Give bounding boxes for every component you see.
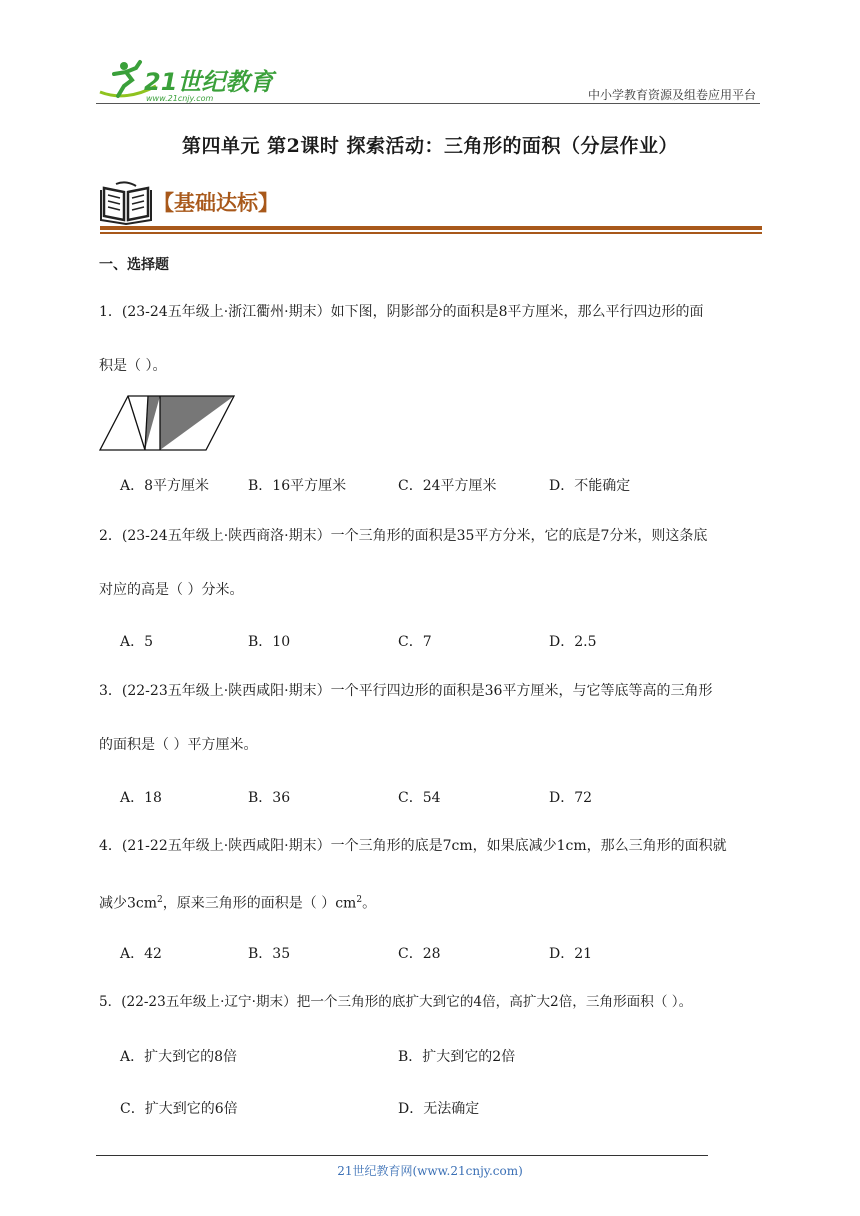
q4-text-c: 。 xyxy=(362,895,377,912)
q4-text-b: ，原来三角形的面积是（ ）cm xyxy=(162,895,357,912)
q4-option-a[interactable]: A．42 xyxy=(120,946,162,962)
q1-option-d[interactable]: D．不能确定 xyxy=(549,478,631,494)
q4-option-c[interactable]: C．28 xyxy=(398,946,441,962)
q4-option-b[interactable]: B．35 xyxy=(248,946,291,962)
question-3-line2: 的面积是（ ）平方厘米。 xyxy=(99,737,258,753)
q5-option-a[interactable]: A．扩大到它的8倍 xyxy=(120,1049,238,1065)
parallelogram-figure xyxy=(98,394,238,454)
question-5 xyxy=(99,975,779,1029)
question-1 xyxy=(99,285,767,393)
footer-divider xyxy=(96,1155,708,1156)
q4-sup-2: 2 xyxy=(356,895,363,905)
q4-sup-1: 2 xyxy=(157,895,163,905)
question-1-line1: 1．(23-24五年级上·浙江衢州·期末）如下图，阴影部分的面积是8平方厘米，那么平行四边形的面 xyxy=(99,304,704,320)
q5-option-c[interactable]: C．扩大到它的6倍 xyxy=(120,1101,238,1117)
page-title: 第四单元 第2课时 探索活动：三角形的面积（分层作业） xyxy=(182,135,678,157)
question-5-line1: 5．(22-23五年级上·辽宁·期末）把一个三角形的底扩大到它的4倍，高扩大2倍，三角形面积（ ）。 xyxy=(99,994,693,1010)
logo-graphic xyxy=(96,56,274,106)
q3-option-d[interactable]: D．72 xyxy=(549,790,593,806)
q3-option-a[interactable]: A．18 xyxy=(120,790,162,806)
q1-option-c[interactable]: C．24平方厘米 xyxy=(398,478,497,494)
question-4 xyxy=(99,819,767,931)
question-3-line1: 3．(22-23五年级上·陕西咸阳·期末）一个平行四边形的面积是36平方厘米，与它等底等高的三角形 xyxy=(99,683,713,699)
header-divider xyxy=(96,103,760,104)
q1-option-a[interactable]: A．8平方厘米 xyxy=(120,478,210,494)
question-3 xyxy=(99,664,767,772)
section-divider-thick xyxy=(100,226,762,230)
question-4-line1: 4．(21-22五年级上·陕西咸阳·期末）一个三角形的底是7cm，如果底减少1cm，那么三角形的面积就 xyxy=(99,838,727,854)
logo xyxy=(96,56,274,106)
q2-option-c[interactable]: C．7 xyxy=(398,634,432,650)
question-4-line2 xyxy=(99,873,767,931)
q3-option-c[interactable]: C．54 xyxy=(398,790,441,806)
question-2-line1: 2．(23-24五年级上·陕西商洛·期末）一个三角形的面积是35平方分米，它的底是7分米，则这条底 xyxy=(99,528,708,544)
book-icon xyxy=(100,180,152,224)
svg-text:21世纪教育: 21世纪教育 xyxy=(144,68,274,96)
q5-option-b[interactable]: B．扩大到它的2倍 xyxy=(398,1049,516,1065)
header-platform-text: 中小学教育资源及组卷应用平台 xyxy=(587,88,756,102)
question-2-line2: 对应的高是（ ）分米。 xyxy=(99,582,244,598)
q1-option-b[interactable]: B．16平方厘米 xyxy=(248,478,347,494)
q2-option-b[interactable]: B．10 xyxy=(248,634,291,650)
question-2 xyxy=(99,509,767,617)
q2-option-a[interactable]: A．5 xyxy=(120,634,154,650)
q4-option-d[interactable]: D．21 xyxy=(549,946,593,962)
q5-option-d[interactable]: D．无法确定 xyxy=(398,1101,480,1117)
section-divider-thin xyxy=(100,232,762,234)
q4-text-a: 减少3cm xyxy=(99,895,158,912)
q2-option-d[interactable]: D．2.5 xyxy=(549,634,597,650)
footer-link[interactable]: 21世纪教育网(www.21cnjy.com) xyxy=(337,1164,523,1178)
question-1-line2: 积是（ ）。 xyxy=(99,358,167,374)
subsection-title: 一、选择题 xyxy=(99,257,169,273)
section-title: 【基础达标】 xyxy=(153,191,279,215)
q3-option-b[interactable]: B．36 xyxy=(248,790,291,806)
svg-text:www.21cnjy.com: www.21cnjy.com xyxy=(146,94,214,103)
